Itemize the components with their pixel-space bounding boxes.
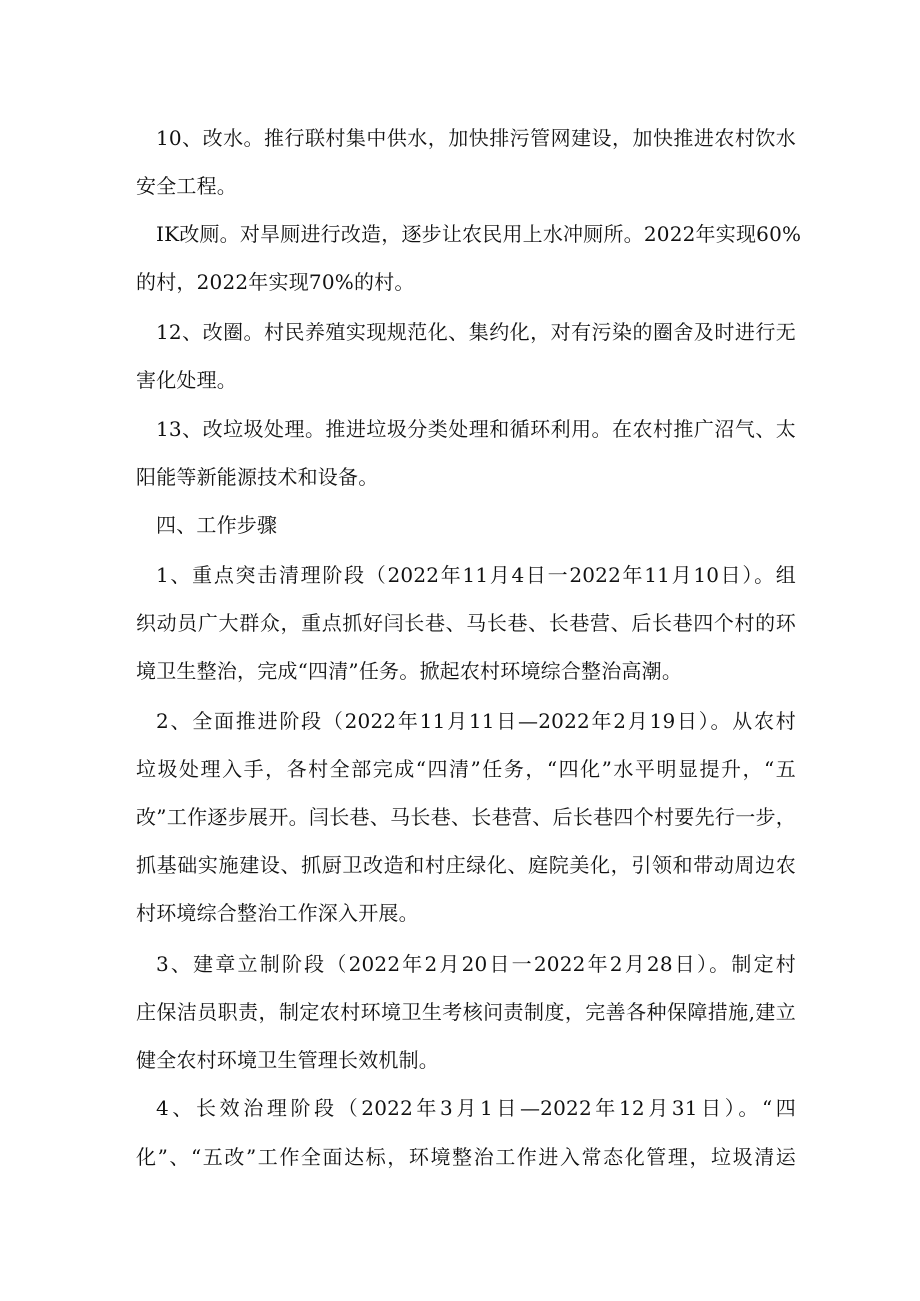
step-1-line-2: 织动员广大群众，重点抓好闫长巷、马长巷、长巷营、后长巷四个村的环 (136, 611, 796, 635)
item-12-line-1: 12、改圈。村民养殖实现规范化、集约化，对有污染的圈舍及时进行无 (156, 320, 796, 344)
step-1-line-1: 1、重点突击清理阶段（2022年11月4日一2022年11月10日）。组 (156, 563, 796, 587)
step-3-line-1: 3、建章立制阶段（2022年2月20日一2022年2月28日）。制定村 (156, 952, 796, 976)
step-1-line-3: 境卫生整治，完成“四清”任务。掀起农村环境综合整治高潮。 (136, 659, 683, 683)
step-2-line-4: 抓基础实施建设、抓厨卫改造和村庄绿化、庭院美化，引领和带动周边农 (136, 853, 796, 877)
item-13-line-2: 阳能等新能源技术和设备。 (136, 465, 379, 489)
step-4-line-2: 化”、“五改”工作全面达标，环境整治工作进入常态化管理，垃圾清运 (136, 1145, 796, 1169)
item-10-line-2: 安全工程。 (136, 174, 237, 198)
step-3-line-2: 庄保洁员职责，制定农村环境卫生考核问责制度，完善各种保障措施,建立 (136, 1000, 796, 1024)
step-3-line-3: 健全农村环境卫生管理长效机制。 (136, 1048, 439, 1072)
step-2-line-5: 村环境综合整治工作深入开展。 (136, 901, 419, 925)
item-10-line-1: 10、改水。推行联村集中供水，加快排污管网建设，加快推进农村饮水 (156, 126, 796, 150)
item-12-line-2: 害化处理。 (136, 368, 237, 392)
step-2-line-1: 2、全面推进阶段（2022年11月11日—2022年2月19日）。从农村 (156, 709, 796, 733)
step-4-line-1: 4、长效治理阶段（2022年3月1日—2022年12月31日）。“四 (156, 1096, 796, 1120)
item-11-line-1: IK改厕。对旱厕进行改造，逐步让农民用上水冲厕所。2022年实现60% (156, 222, 802, 246)
item-13-line-1: 13、改垃圾处理。推进垃圾分类处理和循环利用。在农村推广沼气、太 (156, 417, 796, 441)
step-2-line-3: 改”工作逐步展开。闫长巷、马长巷、长巷营、后长巷四个村要先行一步， (136, 805, 796, 829)
section-heading: 四、工作步骤 (156, 513, 278, 537)
item-11-line-2: 的村，2022年实现70%的村。 (136, 270, 415, 294)
step-2-line-2: 垃圾处理入手，各村全部完成“四清”任务，“四化”水平明显提升，“五 (136, 757, 796, 781)
